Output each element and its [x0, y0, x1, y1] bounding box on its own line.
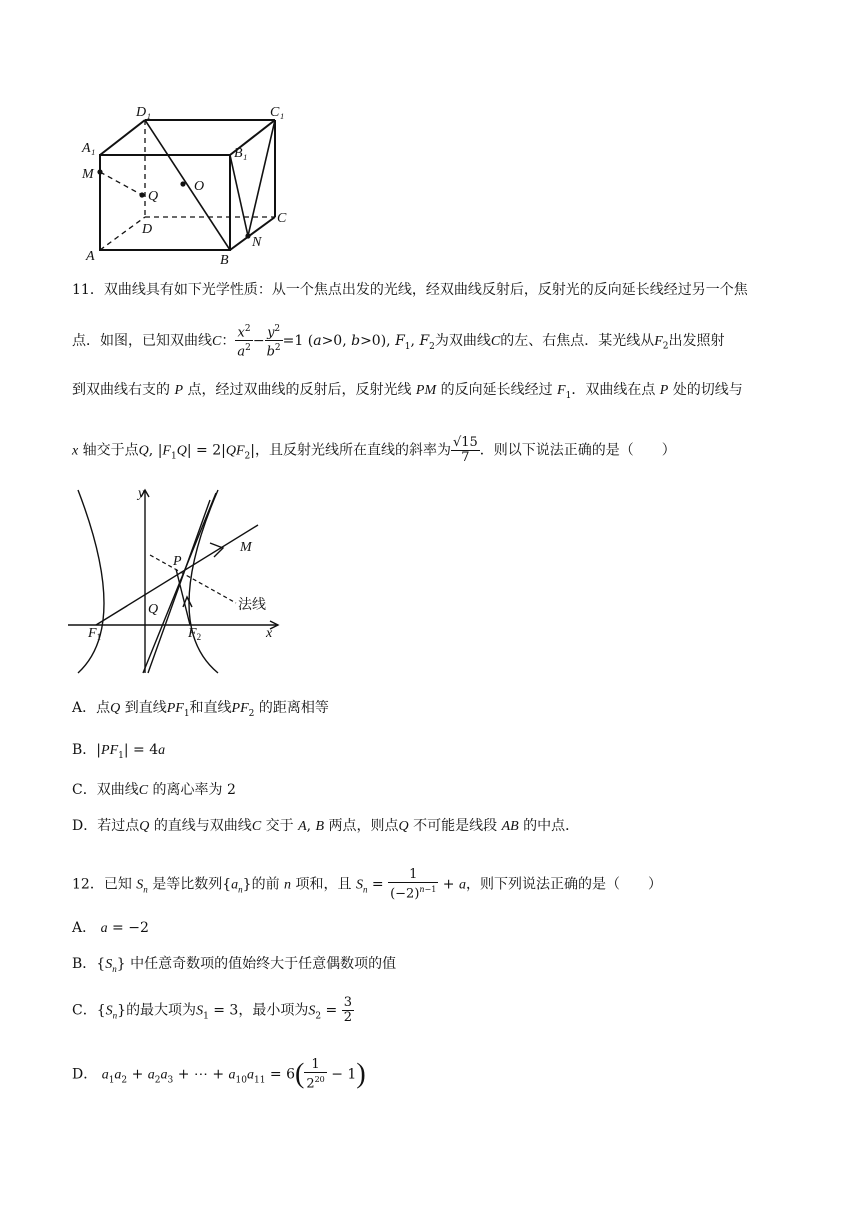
q11-line3: 到双曲线右支的 P 点，经过双曲线的反射后，反射光线 PM 的反向延长线经过 $F_1$．双曲线在点 P 处的切线与	[72, 382, 743, 401]
q11-option-c: C．双曲线C 的离心率为 2	[72, 782, 236, 798]
label-F1: $F_1$	[88, 626, 102, 642]
label-O: O	[194, 179, 205, 194]
label-P: P	[173, 554, 182, 569]
label-y: y	[138, 486, 145, 501]
q11-line2: 点．如图，已知双曲线C： $\frac{x^2}{a^2}$ − $\frac{y^2}{b^2}$ =1 (a>0, b>0), $F_1$, $F_2$为双曲线C的左、右焦点．某光线从$F_2$出发照射	[72, 324, 725, 360]
hyperbola-figure	[68, 485, 288, 675]
label-B1: B₁	[234, 146, 248, 161]
label-C1: C₁	[270, 105, 285, 120]
label-M: M	[82, 167, 94, 182]
q11-option-b: B．$|PF_1| = 4a$	[72, 742, 166, 761]
label-A: A	[86, 249, 95, 264]
q12-option-d: D． $a_1a_2 + a_2a_3$ + ⋯ + $a_{10}a_{11} = 6$( $\frac{1}{2^{20}}$ − 1)	[72, 1057, 366, 1092]
cube-front-face	[100, 155, 230, 250]
label-D: D	[142, 222, 153, 237]
label-B: B	[220, 253, 229, 268]
q12-option-b: B．$\{S_n\}$ 中任意奇数项的值始终大于任意偶数项的值	[72, 956, 397, 974]
label-Q-hyp: Q	[148, 602, 159, 617]
q11-line1: 11．双曲线具有如下光学性质：从一个焦点出发的光线，经双曲线反射后，反射光的反向延长线经过另一个焦	[72, 282, 748, 298]
label-Q: Q	[148, 189, 159, 204]
q11-option-d: D．若过点Q 的直线与双曲线C 交于 A, B 两点，则点Q 不可能是线段 AB 的中点．	[72, 818, 580, 834]
label-A1: A₁	[82, 141, 96, 156]
cube-figure	[70, 100, 300, 270]
label-x: x	[266, 626, 273, 641]
q12-option-c: C．$\{S_n\}$的最大项为$S_1 = 3$，最小项为$S_2$ = $\frac{3}{2}$	[72, 995, 352, 1025]
q11-option-a: A．点Q 到直线$PF_1$和直线$PF_2$ 的距离相等	[72, 700, 329, 719]
label-N: N	[252, 235, 262, 250]
label-M-hyp: M	[240, 540, 252, 555]
label-F2: $F_2$	[188, 626, 202, 642]
label-normal: 法线	[238, 597, 266, 613]
label-D1: D₁	[136, 105, 151, 120]
hyperbola-left-branch	[78, 490, 104, 673]
q12-stem: 12．已知 $S_n$ 是等比数列$\{a_n\}$的前 n 项和，且 $S_n$ = $\frac{1}{(-2)^{n-1}}$ + a，则下列说法正确的是（ ）	[72, 867, 662, 902]
label-C: C	[277, 211, 287, 226]
q11-line4: x 轴交于点Q, $|F_1Q| = 2|QF_2|$，且反射光线所在直线的斜率为 $\frac{√15}{7}$ ．则以下说法正确的是（ ）	[72, 435, 676, 465]
q12-option-a: A． a = −2	[72, 920, 149, 936]
